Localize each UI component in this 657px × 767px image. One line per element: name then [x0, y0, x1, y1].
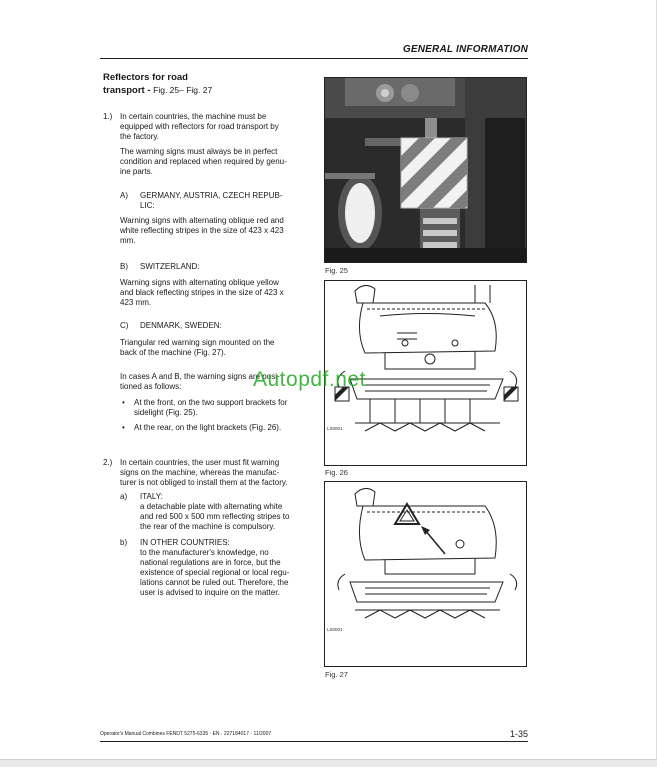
section-title-main: transport -	[103, 85, 154, 96]
right-warning-plate	[504, 387, 518, 401]
triangle-warning-sign	[395, 504, 419, 524]
watermark: Autopdf.net	[253, 368, 366, 391]
text-line: lations cannot be ruled out. Therefore, the	[140, 578, 289, 587]
bullet-item-1	[134, 398, 287, 418]
bullet: •	[122, 423, 125, 432]
header-rule	[100, 58, 528, 59]
machine-photo	[325, 78, 527, 263]
rear-triangle-drawing	[325, 482, 527, 667]
warning-sign	[401, 138, 467, 208]
item-a-heading	[140, 191, 283, 211]
item-number-2: 2.)	[103, 458, 113, 467]
text-line: back of the machine (Fig. 27).	[120, 348, 226, 357]
text-line: mm.	[120, 236, 136, 245]
text-line: Warning signs with alternating oblique red and	[120, 216, 284, 225]
text-line: user is advised to inquire on the matter.	[140, 588, 280, 597]
bullet: •	[122, 398, 125, 407]
text-line: Warning signs with alternating oblique yellow	[120, 278, 279, 287]
figure-25-caption: Fig. 25	[325, 266, 348, 275]
viewer-gutter	[0, 759, 657, 767]
item-ib-text	[140, 538, 289, 598]
figure-27-code: LS0001	[327, 627, 343, 632]
paragraph-3	[120, 458, 288, 488]
footer-rule	[100, 741, 528, 742]
text-line: sidelight (Fig. 25).	[134, 408, 198, 417]
figure-26-code: LS0001	[327, 426, 343, 431]
paragraph-2	[120, 147, 287, 177]
page-number: 1-35	[509, 729, 528, 739]
text-line: equipped with reflectors for road transport by	[120, 122, 279, 131]
item-b-heading: SWITZERLAND:	[140, 262, 200, 271]
text-line: LIC:	[140, 201, 155, 210]
text-line: The warning signs must always be in perfect	[120, 147, 278, 156]
text-line: the factory.	[120, 132, 159, 141]
item-a-description	[120, 216, 284, 246]
pointer-arrow	[421, 526, 445, 554]
text-line: At the front, on the two support brackets for	[134, 398, 288, 407]
item-b-label: B)	[120, 262, 128, 271]
text-line: signs on the machine, whereas the manufac-	[120, 468, 280, 477]
section-title	[103, 72, 212, 97]
text-line: condition and replaced when required by genu-	[120, 157, 287, 166]
text-line: white reflecting stripes in the size of 423 x 423	[120, 226, 284, 235]
text-line: and black reflecting stripes in the size of 423 x	[120, 288, 284, 297]
text-line: 423 mm.	[120, 298, 152, 307]
figure-26-caption: Fig. 26	[325, 468, 348, 477]
item-ia-label: a)	[120, 492, 128, 501]
item-a-label: A)	[120, 191, 128, 200]
paragraph-1	[120, 112, 279, 142]
item-ib-label: b)	[120, 538, 128, 547]
item-b-description	[120, 278, 284, 308]
text-line: the rear of the machine is compulsory.	[140, 522, 276, 531]
footer-document-info: Operator's Manual Combines FENDT 5275-6335 · EN · 227184017 · 11/2007	[100, 731, 272, 737]
item-number-1: 1.)	[103, 112, 113, 121]
text-line: existence of special regional or local regu-	[140, 568, 290, 577]
item-c-description	[120, 338, 274, 358]
text-line: national regulations are in force, but the	[140, 558, 281, 567]
section-figure-ref: Fig. 25– Fig. 27	[153, 85, 213, 95]
text-line: In cases A and B, the warning signs are posi-	[120, 372, 280, 381]
text-line: a detachable plate with alternating white	[140, 502, 283, 511]
section-title-line1: Reflectors for road	[103, 72, 188, 83]
item-c-label: C)	[120, 321, 129, 330]
text-line: to the manufacturer's knowledge, no	[140, 548, 269, 557]
text-line: and red 500 x 500 mm reflecting stripes to	[140, 512, 290, 521]
text-line: In certain countries, the machine must be	[120, 112, 267, 121]
item-c-heading: DENMARK, SWEDEN:	[140, 321, 222, 330]
text-line: IN OTHER COUNTRIES:	[140, 538, 230, 547]
bullet-item-2: At the rear, on the light brackets (Fig. 26).	[134, 423, 282, 432]
text-line: turer is not obliged to install them at the factory.	[120, 478, 288, 487]
figure-27-caption: Fig. 27	[325, 670, 348, 679]
text-line: ITALY:	[140, 492, 163, 501]
item-ia-text	[140, 492, 289, 532]
section-header: GENERAL INFORMATION	[402, 44, 528, 55]
figure-27-drawing	[324, 481, 527, 667]
text-line: ine parts.	[120, 167, 153, 176]
text-line: In certain countries, the user must fit warning	[120, 458, 280, 467]
figure-25-photo	[324, 77, 527, 263]
text-line: tioned as follows:	[120, 382, 182, 391]
text-line: Triangular red warning sign mounted on the	[120, 338, 275, 347]
section-title-line2	[103, 84, 212, 97]
text-line: GERMANY, AUSTRIA, CZECH REPUB-	[140, 191, 283, 200]
